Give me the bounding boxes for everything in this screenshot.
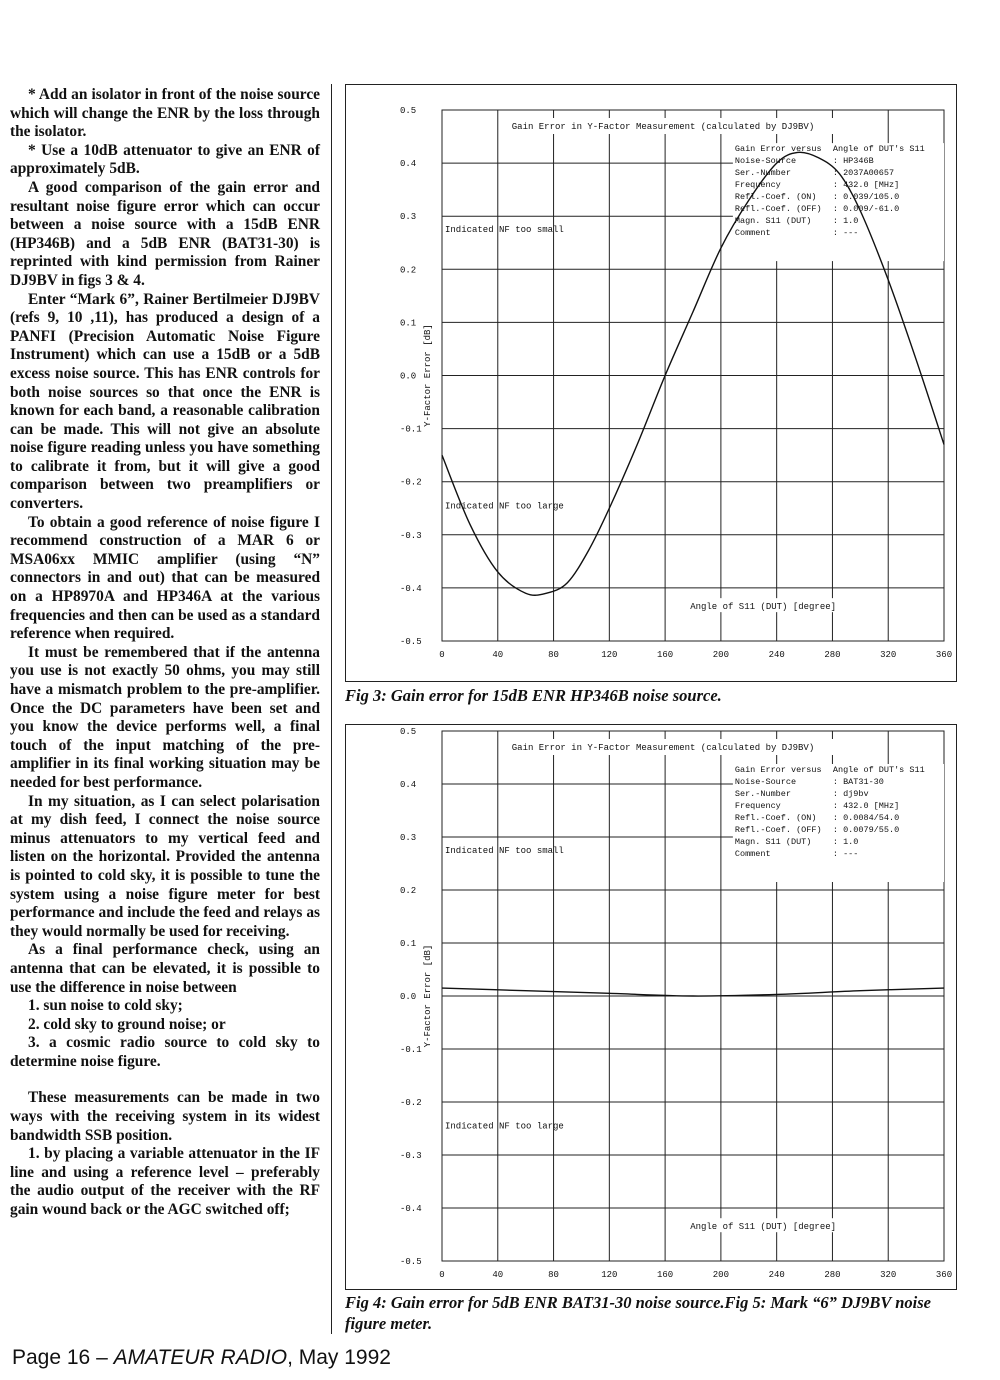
y-tick-label: 0.5 [400, 727, 417, 737]
footer-page-number: Page 16 – [12, 1346, 114, 1369]
y-tick-label: 0.4 [400, 780, 417, 790]
info-box-label: Noise-Source [734, 777, 797, 787]
article-text-column [10, 86, 320, 1220]
figure-4-caption: Fig 4: Gain error for 5dB ENR BAT31-30 noise source.Fig 5: Mark “6” DJ9BV noise figure meter. [345, 1293, 931, 1333]
y-tick-label: 0.2 [400, 886, 417, 896]
y-tick-label: 0.4 [400, 159, 417, 170]
article-paragraph: As a final performance check, using an antenna that can be elevated, it is possible to use the difference in noise between [10, 941, 320, 996]
y-tick-label: 0.3 [400, 833, 417, 843]
x-tick-label: 160 [657, 650, 674, 660]
info-box-value: : BAT31-30 [832, 777, 884, 787]
info-box-value: : 0.009/-61.0 [832, 204, 900, 215]
info-box-label: Gain Error versus [734, 765, 822, 775]
x-tick-label: 80 [548, 1270, 559, 1280]
x-axis-label: Angle of S11 (DUT) [degree] [690, 602, 837, 613]
x-tick-label: 240 [768, 650, 785, 660]
info-box-label: Ser.-Number [734, 168, 791, 179]
y-tick-label: -0.4 [400, 583, 422, 594]
x-tick-label: 320 [880, 650, 897, 660]
footer-issue-date: , May 1992 [287, 1346, 391, 1369]
x-tick-label: 40 [492, 1270, 504, 1280]
y-tick-label: 0.2 [400, 265, 417, 276]
info-box-value: : 0.039/105.0 [832, 192, 900, 203]
y-tick-label: 0.3 [400, 212, 417, 223]
y-axis-label: Y-Factor Error [dB] [423, 944, 433, 1048]
figure-3-caption: Fig 3: Gain error for 15dB ENR HP346B noise source. [345, 686, 722, 705]
article-paragraph: 3. a cosmic radio source to cold sky to determine noise figure. [10, 1034, 320, 1070]
y-tick-label: -0.3 [400, 530, 422, 541]
article-paragraph: * Add an isolator in front of the noise source which will change the ENR by the loss through the isolator. [10, 86, 320, 141]
info-box-label: Gain Error versus [734, 144, 822, 155]
x-tick-label: 280 [824, 1270, 841, 1280]
y-tick-label: 0.1 [400, 318, 417, 329]
info-box-label: Refl.-Coef. (ON) [734, 192, 817, 203]
page-footer [12, 1346, 391, 1370]
x-tick-label: 360 [935, 1270, 953, 1280]
x-tick-label: 200 [712, 1270, 729, 1280]
x-tick-label: 0 [439, 650, 445, 660]
info-box-label: Ser.-Number [734, 789, 791, 799]
y-tick-label: -0.1 [400, 424, 422, 435]
y-tick-label: -0.4 [400, 1204, 422, 1214]
article-paragraph: To obtain a good reference of noise figure I recommend construction of a MAR 6 or MSA06xx MMIC amplifier (using “N” connectors in and out) that can be measured on a HP8970A and HP346A at the various frequencies and then can be used as a standard reference when required. [10, 513, 320, 643]
info-box-value: : 1.0 [832, 216, 859, 227]
figure-4-chart [345, 724, 957, 1290]
info-box-label: Noise-Source [734, 156, 797, 167]
y-tick-label: -0.3 [400, 1151, 422, 1161]
info-box-label: Refl.-Coef. (OFF) [734, 204, 822, 215]
series-line [442, 988, 944, 996]
article-paragraph: 1. by placing a variable attenuator in the IF line and using a reference level – preferably the audio output of the receiver with the RF gain wound back or the AGC switched off; [10, 1145, 320, 1219]
y-tick-label: 0.5 [400, 106, 417, 116]
x-tick-label: 360 [935, 650, 953, 660]
info-box-value: : --- [832, 228, 859, 239]
y-tick-label: 0.1 [400, 939, 417, 949]
article-paragraph: 2. cold sky to ground noise; or [28, 1015, 226, 1033]
info-box-value: : 2037A00657 [832, 168, 895, 179]
info-box-value: : 432.0 [MHz] [832, 180, 900, 191]
info-box-value: : 0.0079/55.0 [832, 825, 900, 835]
info-box-label: Refl.-Coef. (ON) [734, 813, 817, 823]
info-box-label: Magn. S11 (DUT) [734, 837, 812, 847]
article-paragraph: 1. sun noise to cold sky; [28, 997, 183, 1015]
footer-magazine-name: AMATEUR RADIO [113, 1346, 288, 1369]
info-box-value: : 1.0 [832, 837, 859, 847]
x-tick-label: 200 [712, 650, 729, 660]
info-box-value: : 432.0 [MHz] [832, 801, 900, 811]
annotation-nf-too-small: Indicated NF too small [445, 225, 564, 236]
x-tick-label: 160 [657, 1270, 674, 1280]
y-tick-label: 0.0 [400, 371, 417, 382]
info-box-label: Refl.-Coef. (OFF) [734, 825, 822, 835]
y-tick-label: -0.2 [400, 477, 422, 488]
column-divider [331, 84, 332, 1334]
x-tick-label: 240 [768, 1270, 785, 1280]
x-tick-label: 120 [601, 650, 618, 660]
info-box-value: : 0.0084/54.0 [832, 813, 900, 823]
x-tick-label: 120 [601, 1270, 618, 1280]
chart-title: Gain Error in Y-Factor Measurement (calculated by DJ9BV) [511, 743, 815, 753]
x-tick-label: 0 [439, 1270, 445, 1280]
y-tick-label: 0.0 [400, 992, 417, 1002]
info-box-label: Comment [734, 849, 771, 859]
article-paragraph: In my situation, as I can select polarisation at my dish feed, I connect the noise source minus attenuators to my vertical feed and listen on the horizontal. Provided the antenna is pointed to cold sky, it is possible to tune the system using a noise figure meter for best performance and include the feed and relays as they would normally be used for receiving. [10, 792, 320, 940]
y-tick-label: -0.5 [400, 1257, 422, 1267]
x-tick-label: 80 [548, 650, 559, 660]
info-box-value: Angle of DUT's S11 [832, 765, 925, 775]
info-box-label: Comment [734, 228, 771, 239]
article-paragraph: * Use a 10dB attenuator to give an ENR of approximately 5dB. [10, 141, 320, 178]
info-box-value: : --- [832, 849, 859, 859]
annotation-nf-too-small: Indicated NF too small [445, 845, 564, 856]
info-box-value: : dj9bv [832, 789, 869, 799]
chart-title: Gain Error in Y-Factor Measurement (calculated by DJ9BV) [511, 122, 815, 132]
x-axis-label: Angle of S11 (DUT) [degree] [690, 1222, 837, 1233]
annotation-nf-too-large: Indicated NF too large [445, 501, 564, 512]
y-tick-label: -0.1 [400, 1045, 422, 1055]
info-box-label: Frequency [734, 801, 781, 811]
info-box-label: Magn. S11 (DUT) [734, 216, 812, 227]
figure-3-plot [346, 85, 958, 683]
y-tick-label: -0.5 [400, 637, 422, 647]
x-tick-label: 280 [824, 650, 841, 660]
x-tick-label: 320 [880, 1270, 897, 1280]
article-paragraph: A good comparison of the gain error and resultant noise figure error which can occur between a noise source with a 15dB ENR (HP346B) and a 5dB ENR (BAT31-30) is reprinted with kind permission from Rainer DJ9BV in figs 3 & 4. [10, 178, 320, 289]
info-box-value: Angle of DUT's S11 [832, 144, 925, 155]
info-box-value: : HP346B [832, 156, 874, 167]
x-tick-label: 40 [492, 650, 504, 660]
annotation-nf-too-large: Indicated NF too large [445, 1121, 564, 1132]
y-tick-label: -0.2 [400, 1098, 422, 1108]
article-paragraph: These measurements can be made in two ways with the receiving system in its widest bandwidth SSB position. [10, 1089, 320, 1144]
figure-3-chart [345, 84, 957, 682]
article-paragraph: It must be remembered that if the antenna you use is not exactly 50 ohms, you may still have a mismatch problem to the pre-amplifier. Once the DC parameters have been set and you know the device performs well, a final touch of the input matching of the pre-amplifier in its final working situation may be needed for best performance. [10, 643, 320, 791]
info-box-label: Frequency [734, 180, 781, 191]
article-paragraph: Enter “Mark 6”, Rainer Bertilmeier DJ9BV (refs 9, 10 ,11), has produced a design of a PANFI (Precision Automatic Noise Figure Instrument) which can use a 15dB or a 5dB excess noise source. This has ENR controls for both noise sources so that once the ENR is known for each band, a reasonable calibration can be made. This will not give an absolute noise figure reading unless you have something to calibrate it from, but it will give a good comparison between two preamplifiers or converters. [10, 290, 320, 513]
figure-4-plot [346, 725, 958, 1291]
y-axis-label: Y-Factor Error [dB] [423, 324, 433, 427]
